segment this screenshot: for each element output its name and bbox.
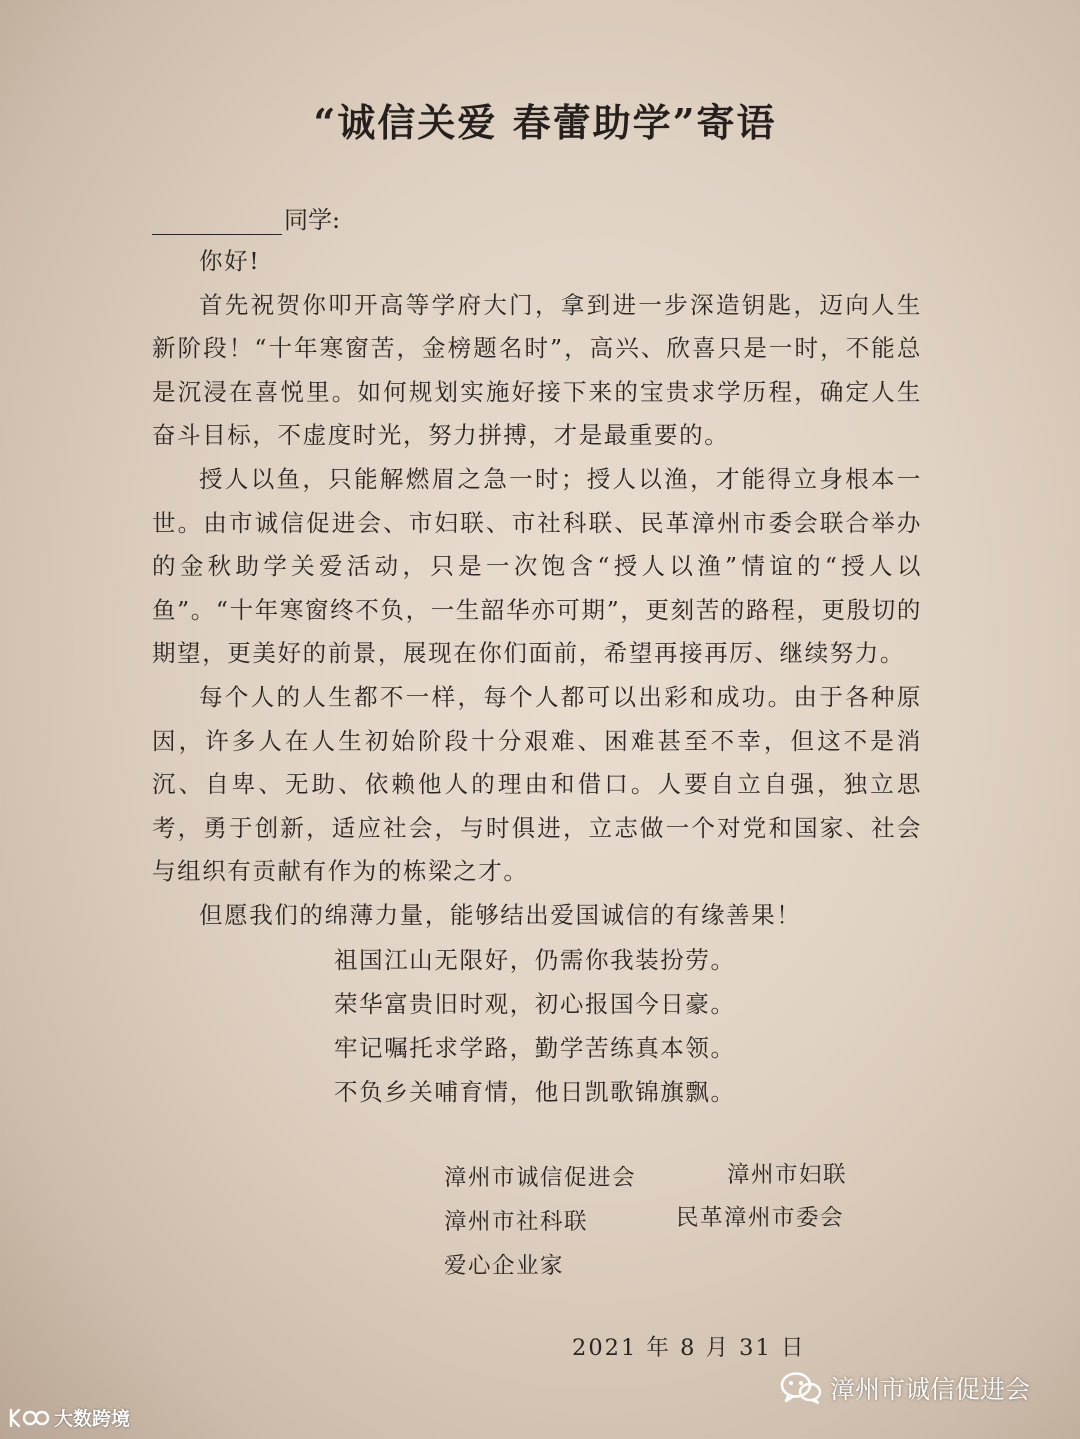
paragraph-teach-to-fish: 授人以鱼，只能解燃眉之急一时；授人以渔，才能得立身根本一世。由市诚信促进会、市妇联、市社科联、民革漳州市委会联合举办的金秋助学关爱活动，只是一次饱含“授人以渔”情谊的“授人以鱼”。“十年寒窗终不负，一生韶华亦可期”，更刻苦的路程，更殷切的期望，更美好的前景，展现在你们面前，希望再接再厉、继续努力。	[152, 464, 922, 668]
letter-title: “诚信关爱 春蕾助学”寄语	[313, 100, 777, 145]
recipient-name-blank	[152, 208, 282, 235]
letter-body	[152, 240, 922, 938]
site-watermark	[8, 1404, 130, 1431]
poem-line: 祖国江山无限好，仍需你我装扮劳。	[334, 946, 736, 974]
wechat-bubble-icon	[780, 1371, 822, 1405]
poem-line: 不负乡关哺育情，他日凯歌锦旗飘。	[334, 1078, 736, 1106]
poem-line: 牢记嘱托求学路，勤学苦练真本领。	[334, 1034, 736, 1062]
signer: 漳州市诚信促进会	[444, 1165, 637, 1191]
paragraph-wish: 但愿我们的绵薄力量，能够结出爱国诚信的有缘善果！	[199, 900, 802, 929]
signer: 爱心企业家	[444, 1253, 565, 1279]
greeting: 你好!	[199, 247, 261, 275]
paragraph-congratulations: 首先祝贺你叩开高等学府大门，拿到进一步深造钥匙，迈向人生新阶段！“十年寒窗苦，金榜题名时”，高兴、欣喜只是一时，不能总是沉浸在喜悦里。如何规划实施好接下来的宝贵求学历程，确定人生奋斗目标，不虚度时光，努力拼搏，才是最重要的。	[152, 290, 922, 450]
poem-line: 荣华富贵旧时观，初心报国今日豪。	[334, 990, 736, 1018]
signer: 漳州市社科联	[444, 1209, 589, 1235]
letter-date: 2021 年 8 月 31 日	[572, 1335, 806, 1361]
signer: 民革漳州市委会	[676, 1205, 845, 1231]
recipient-suffix: 同学:	[284, 206, 341, 234]
site-name: 大数跨境	[54, 1408, 131, 1430]
wechat-account-name: 漳州市诚信促进会	[830, 1375, 1031, 1404]
signer: 漳州市妇联	[727, 1162, 848, 1188]
paragraph-self-reliance: 每个人的人生都不一样，每个人都可以出彩和成功。由于各种原因，许多人在人生初始阶段十分艰难、困难甚至不幸，但这不是消沉、自卑、无助、依赖他人的理由和借口。人要自立自强，独立思考，勇于创新，适应社会，与时俱进，立志做一个对党和国家、社会与组织有贡献有作为的栋梁之才。	[152, 682, 922, 886]
wechat-watermark	[780, 1370, 1030, 1406]
k100-logo-icon	[8, 1407, 50, 1429]
salutation	[152, 200, 340, 235]
poem	[334, 938, 736, 1114]
